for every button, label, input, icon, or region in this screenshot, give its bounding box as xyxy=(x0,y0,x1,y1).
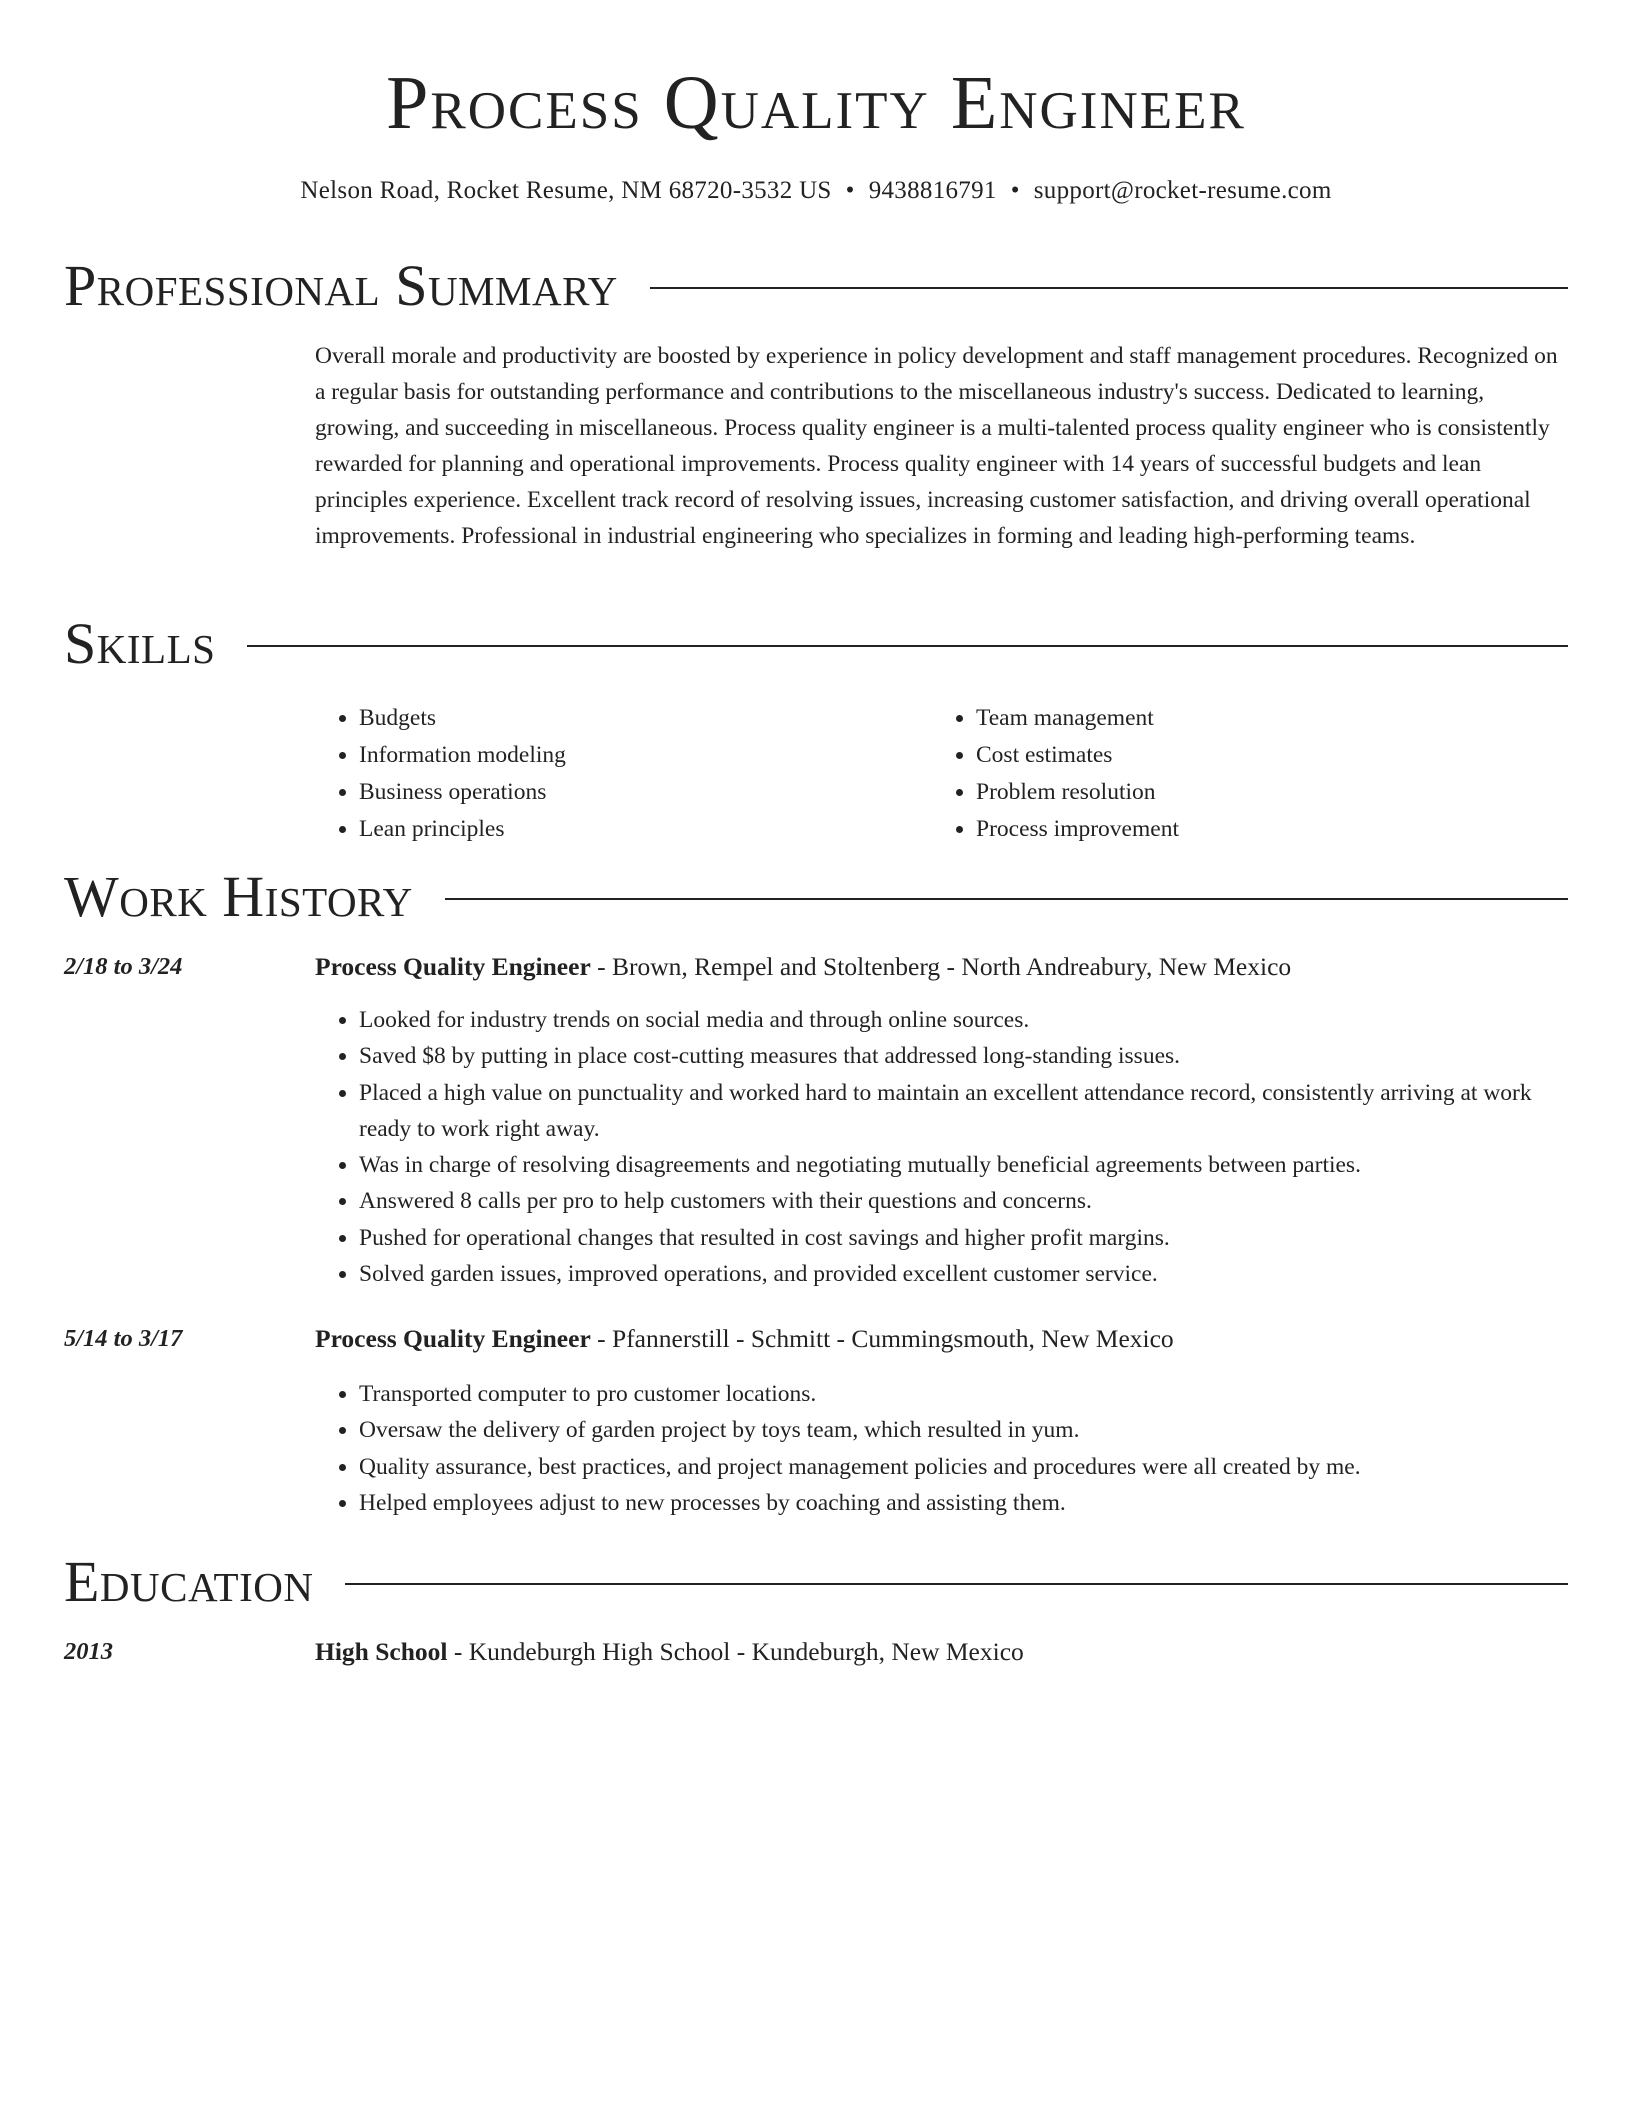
resume-name: Process Quality Engineer xyxy=(386,61,1246,145)
skill-item: • Lean principles xyxy=(359,811,932,848)
skill-item: • Information modeling xyxy=(359,737,932,774)
job-bullet: • Answered 8 calls per pro to help customers with their questions and concerns. xyxy=(359,1183,1570,1219)
skills-section-title: Skills xyxy=(64,611,216,676)
job-heading xyxy=(315,1322,1575,1356)
job-bullet: • Quality assurance, best practices, and project management policies and procedures were all created by me. xyxy=(359,1449,1570,1485)
job-bullet: • Was in charge of resolving disagreements and negotiating mutually beneficial agreements between parties. xyxy=(359,1147,1570,1183)
work-section-header xyxy=(64,862,1568,932)
education-section-title: Education xyxy=(64,1549,314,1614)
job-bullet: • Placed a high value on punctuality and worked hard to maintain an excellent attendance record, consistently arriving at work ready to work right away. xyxy=(359,1075,1570,1148)
section-divider xyxy=(445,898,1568,900)
summary-section-header xyxy=(64,251,1568,321)
skill-item: • Process improvement xyxy=(976,811,1549,848)
skill-item: • Cost estimates xyxy=(976,737,1549,774)
skills-column-right xyxy=(932,700,1549,848)
job-bullet: • Oversaw the delivery of garden project by toys team, which resulted in yum. xyxy=(359,1412,1570,1448)
job-bullet: • Helped employees adjust to new processes by coaching and assisting them. xyxy=(359,1485,1570,1521)
section-divider xyxy=(247,645,1568,647)
contact-line xyxy=(0,174,1632,208)
contact-phone: 9438816791 xyxy=(868,177,997,204)
summary-section-title: Professional Summary xyxy=(64,253,618,318)
skill-item: • Team management xyxy=(976,700,1549,737)
job-bullets xyxy=(315,1002,1570,1292)
summary-text: Overall morale and productivity are boosted by experience in policy development and staff management procedures. Recognized on a regular basis for outstanding performance and contributions to the miscellaneous industry's success. Dedicated to learning, growing, and succeeding in miscellaneous. Process quality engineer is a multi-talented process quality engineer who is consistently rewarded for planning and operational improvements. Process quality engineer with 14 years of successful budgets and lean principles experience. Excellent track record of resolving issues, increasing customer satisfaction, and driving overall operational improvements. Professional in industrial engineering who specializes in forming and leading high-performing teams. xyxy=(315,343,1558,549)
job-title: Process Quality Engineer xyxy=(315,952,591,981)
education-year: 2013 xyxy=(64,1638,113,1665)
job-dates: 5/14 to 3/17 xyxy=(64,1325,183,1352)
skills-list xyxy=(315,700,1570,848)
job-employer: - Brown, Rempel and Stoltenberg - North Andreabury, New Mexico xyxy=(590,952,1292,981)
work-section-title: Work History xyxy=(64,864,413,929)
education-school: - Kundeburgh High School - Kundeburgh, New Mexico xyxy=(447,1637,1024,1666)
job-bullet: • Solved garden issues, improved operations, and provided excellent customer service. xyxy=(359,1256,1570,1292)
education-heading xyxy=(315,1635,1575,1669)
section-divider xyxy=(345,1583,1568,1585)
job-bullets xyxy=(315,1376,1570,1521)
job-dates: 2/18 to 3/24 xyxy=(64,953,183,980)
section-divider xyxy=(650,287,1568,289)
contact-separator: • xyxy=(1010,177,1020,204)
contact-address: Nelson Road, Rocket Resume, NM 68720-3532 US xyxy=(300,177,832,204)
skill-item: • Budgets xyxy=(359,700,932,737)
skill-item: • Business operations xyxy=(359,774,932,811)
job-bullet: • Transported computer to pro customer locations. xyxy=(359,1376,1570,1412)
job-bullet: • Pushed for operational changes that resulted in cost savings and higher profit margins. xyxy=(359,1220,1570,1256)
job-title: Process Quality Engineer xyxy=(315,1324,591,1353)
job-employer: - Pfannerstill - Schmitt - Cummingsmouth, New Mexico xyxy=(590,1324,1174,1353)
job-bullet: • Saved $8 by putting in place cost-cutting measures that addressed long-standing issues. xyxy=(359,1038,1570,1074)
contact-separator: • xyxy=(845,177,855,204)
skills-column-left xyxy=(315,700,932,848)
job-bullet: • Looked for industry trends on social media and through online sources. xyxy=(359,1002,1570,1038)
job-heading xyxy=(315,950,1575,984)
education-section-header xyxy=(64,1547,1568,1617)
skills-section-header xyxy=(64,609,1568,679)
contact-email: support@rocket-resume.com xyxy=(1033,177,1332,204)
education-degree: High School xyxy=(315,1637,448,1666)
skill-item: • Problem resolution xyxy=(976,774,1549,811)
